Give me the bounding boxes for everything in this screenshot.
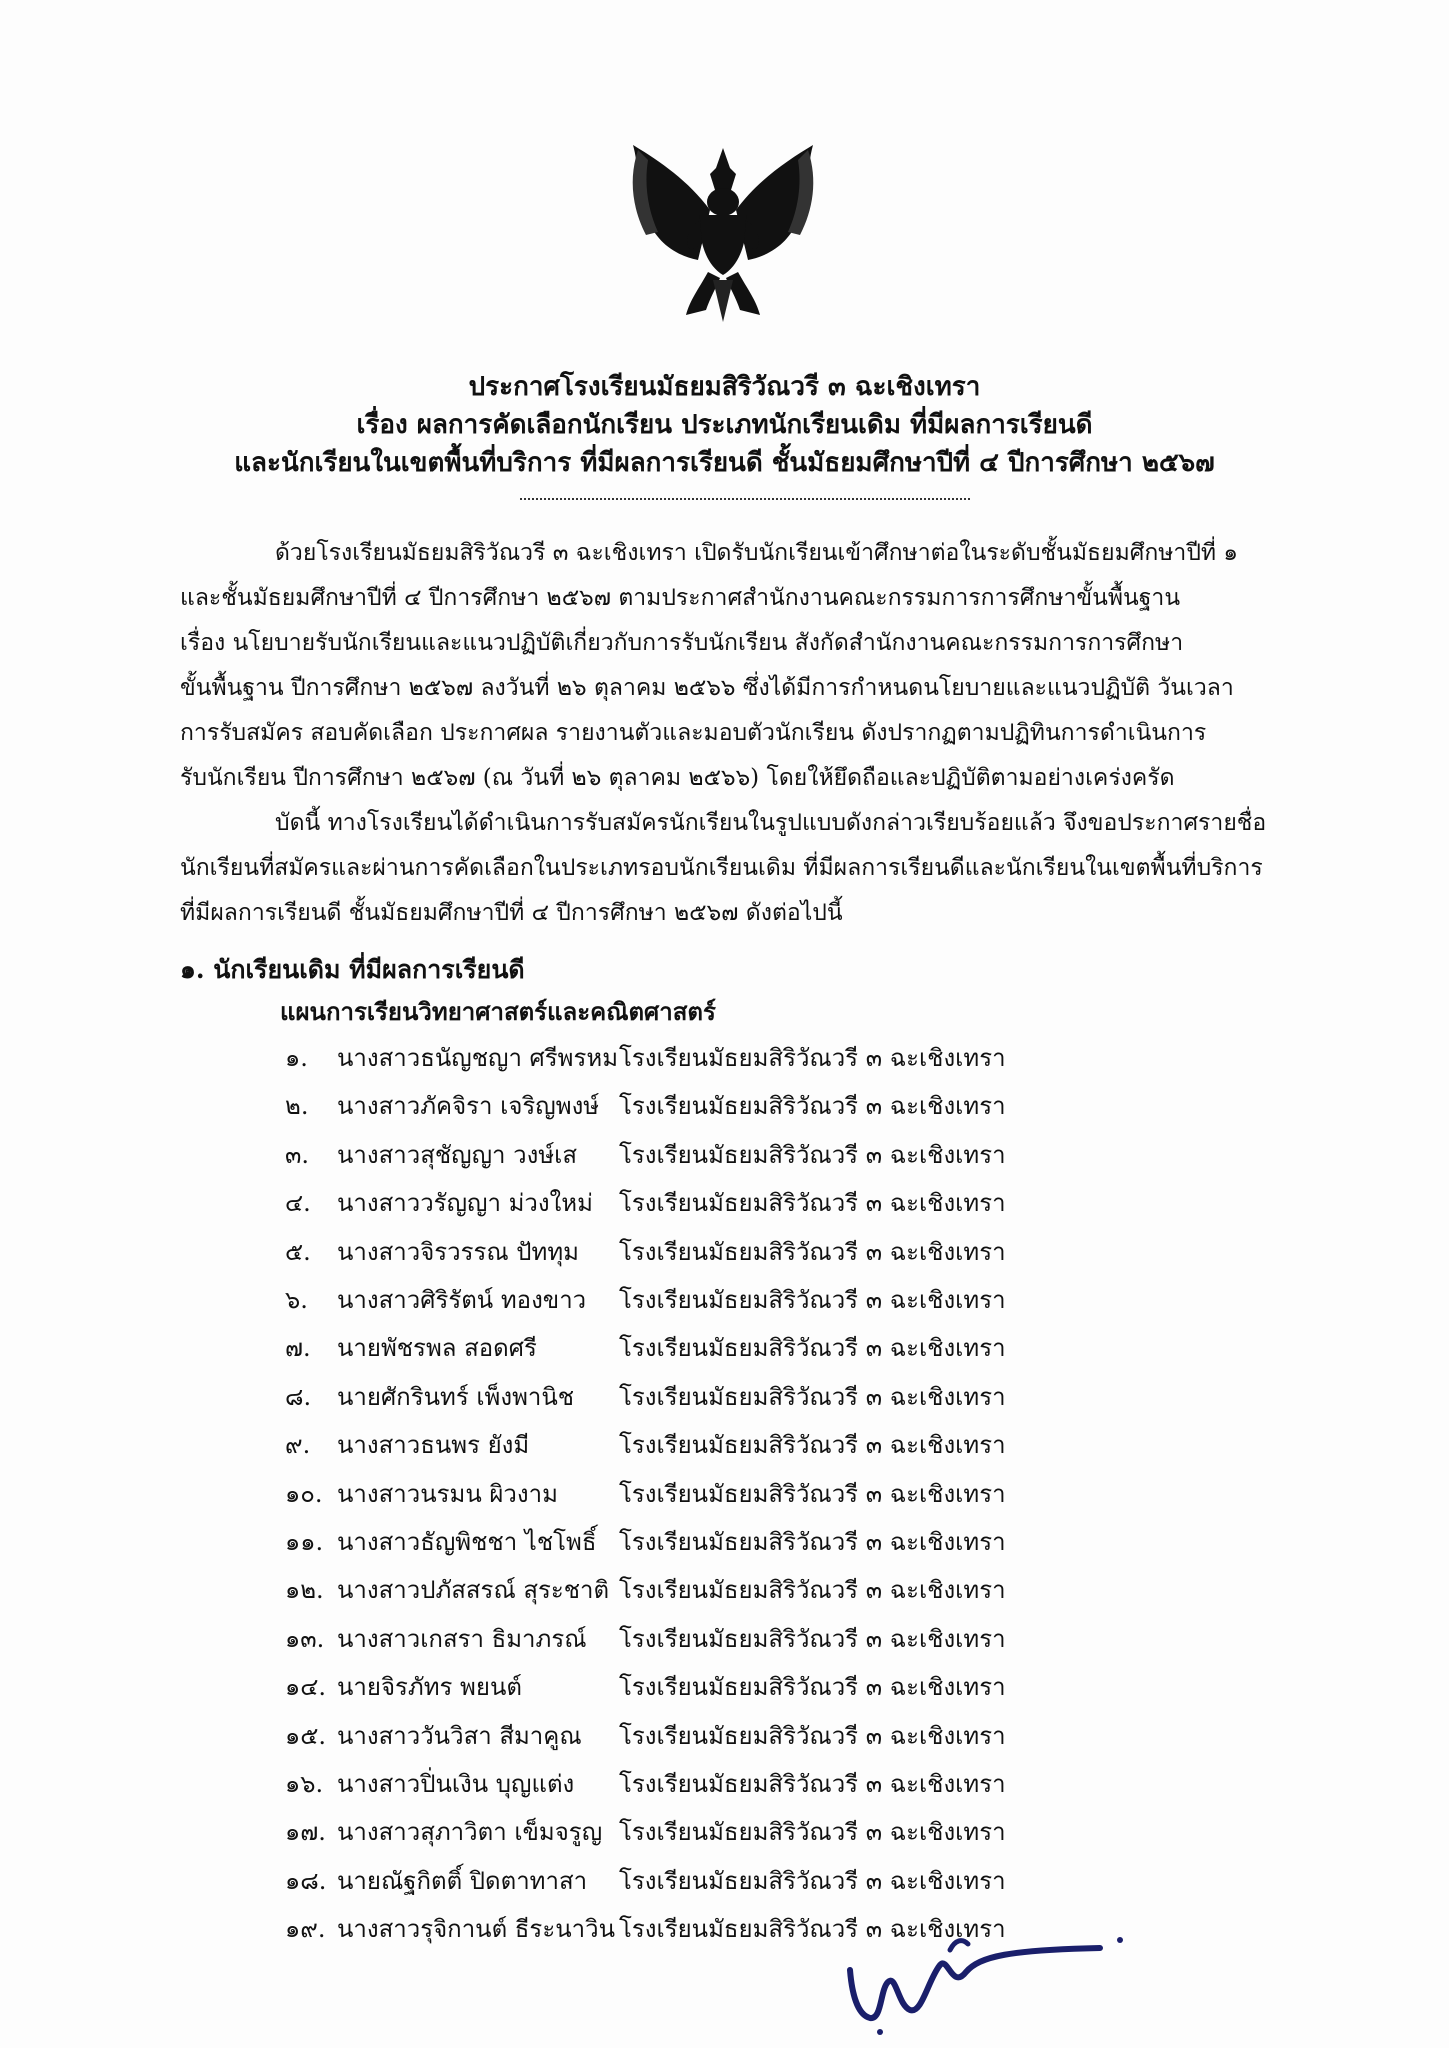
student-no: ๙. [285,1431,311,1460]
student-no: ๑๖. [285,1770,324,1798]
paragraph-line: ด้วยโรงเรียนมัธยมสิริวัณวรี ๓ ฉะเชิงเทรา เปิดรับนักเรียนเข้าศึกษาต่อในระดับชั้นมัธยมศึกษาปีที่ ๑ [275,540,1239,566]
student-school: โรงเรียนมัธยมสิริวัณวรี ๓ ฉะเชิงเทรา [619,1140,1006,1169]
student-no: ๑๘. [285,1866,327,1895]
student-school: โรงเรียนมัธยมสิริวัณวรี ๓ ฉะเชิงเทรา [619,1818,1006,1847]
student-name: นางสาวธนพร ยังมี [337,1431,530,1460]
student-name: นางสาวรุจิกานต์ ธีระนาวิน [337,1915,615,1944]
student-no: ๑๕. [285,1721,327,1750]
student-row [285,1522,1006,1562]
student-school: โรงเรียนมัธยมสิริวัณวรี ๓ ฉะเชิงเทรา [619,1576,1006,1605]
student-school: โรงเรียนมัธยมสิริวัณวรี ๓ ฉะเชิงเทรา [619,1673,1006,1702]
student-row [285,1183,1006,1223]
student-name: นางสาวเกสรา ธิมาภรณ์ [337,1624,587,1653]
dotted-divider [520,498,970,500]
student-school: โรงเรียนมัธยมสิริวัณวรี ๓ ฉะเชิงเทรา [619,1479,1006,1508]
paragraph-line: ขั้นพื้นฐาน ปีการศึกษา ๒๕๖๗ ลงวันที่ ๒๖ ตุลาคม ๒๕๖๖ ซึ่งได้มีการกำหนดนโยบายและแนวปฏิบัติ วันเวลา [180,675,1234,701]
student-row [285,1667,1006,1707]
section-heading: ๑. นักเรียนเดิม ที่มีผลการเรียนดี [180,955,525,984]
paragraph-line: การรับสมัคร สอบคัดเลือก ประกาศผล รายงานตัวและมอบตัวนักเรียน ดังปรากฏตามปฏิทินการดำเนินการ [180,720,1207,746]
student-row [285,1328,1006,1368]
student-school: โรงเรียนมัธยมสิริวัณวรี ๓ ฉะเชิงเทรา [619,1044,1006,1072]
student-no: ๓. [285,1140,310,1169]
student-school: โรงเรียนมัธยมสิริวัณวรี ๓ ฉะเชิงเทรา [619,1721,1006,1750]
student-row [285,1280,1006,1320]
student-no: ๑๐. [285,1479,323,1508]
student-name: นางสาววรัญญา ม่วงใหม่ [337,1189,593,1218]
study-plan-heading: แผนการเรียนวิทยาศาสตร์และคณิตศาสตร์ [280,997,716,1026]
student-school: โรงเรียนมัธยมสิริวัณวรี ๓ ฉะเชิงเทรา [619,1770,1006,1798]
student-school: โรงเรียนมัธยมสิริวัณวรี ๓ ฉะเชิงเทรา [619,1866,1006,1895]
student-name: นางสาวสุชัญญา วงษ์เส [337,1140,578,1169]
student-name: นางสาวปภัสสรณ์ สุระชาติ [337,1576,610,1605]
student-no: ๑๔. [285,1673,327,1702]
signature-icon [840,1910,1140,2040]
paragraph-line: บัดนี้ ทางโรงเรียนได้ดำเนินการรับสมัครนักเรียนในรูปแบบดังกล่าวเรียบร้อยแล้ว จึงขอประกาศรายชื่อ [275,810,1267,836]
student-row [285,1474,1006,1514]
student-name: นางสาวสุภาวิตา เข็มจรูญ [337,1818,603,1847]
student-row [285,1038,1006,1078]
student-school: โรงเรียนมัธยมสิริวัณวรี ๓ ฉะเชิงเทรา [619,1431,1006,1460]
student-name: นางสาวปิ่นเงิน บุญแต่ง [337,1770,575,1798]
paragraph-line: และชั้นมัธยมศึกษาปีที่ ๔ ปีการศึกษา ๒๕๖๗ ตามประกาศสำนักงานคณะกรรมการการศึกษาขั้นพื้นฐาน [180,585,1181,611]
announcement-subject: เรื่อง ผลการคัดเลือกนักเรียน ประเภทนักเรียนเดิม ที่มีผลการเรียนดี [356,410,1093,440]
student-row [285,1861,1006,1901]
student-school: โรงเรียนมัธยมสิริวัณวรี ๓ ฉะเชิงเทรา [619,1092,1006,1121]
student-row [285,1135,1006,1175]
student-row [285,1232,1006,1272]
student-no: ๖. [285,1286,308,1314]
paragraph-line: นักเรียนที่สมัครและผ่านการคัดเลือกในประเภทรอบนักเรียนเดิม ที่มีผลการเรียนดีและนักเรียนในเขตพื้นที่บริการ [180,855,1263,881]
student-name: นายพัชรพล สอดศรี [337,1334,537,1363]
student-name: นางสาวภัคจิรา เจริญพงษ์ [337,1092,600,1121]
student-no: ๑๙. [285,1915,326,1944]
student-school: โรงเรียนมัธยมสิริวัณวรี ๓ ฉะเชิงเทรา [619,1237,1006,1266]
student-name: นายณัฐกิตติ์ ปิดตาทาสา [337,1866,588,1895]
student-no: ๑. [285,1044,308,1072]
student-no: ๗. [285,1334,311,1363]
student-name: นางสาววันวิสา สีมาคูณ [337,1721,582,1750]
student-no: ๑๒. [285,1576,324,1605]
announcement-title: ประกาศโรงเรียนมัธยมสิริวัณวรี ๓ ฉะเชิงเทรา [468,372,981,402]
student-row [285,1764,1006,1804]
student-no: ๕. [285,1237,311,1266]
student-no: ๑๗. [285,1818,326,1847]
paragraph-line: เรื่อง นโยบายรับนักเรียนและแนวปฏิบัติเกี่ยวกับการรับนักเรียน สังกัดสำนักงานคณะกรรมการการศึกษา [180,630,1184,656]
paragraph-line: ที่มีผลการเรียนดี ชั้นมัธยมศึกษาปีที่ ๔ ปีการศึกษา ๒๕๖๗ ดังต่อไปนี้ [180,900,843,926]
student-school: โรงเรียนมัธยมสิริวัณวรี ๓ ฉะเชิงเทรา [619,1189,1006,1218]
garuda-emblem-icon [618,140,828,325]
student-no: ๑๑. [285,1528,324,1556]
student-name: นายจิรภัทร พยนต์ [337,1673,522,1702]
student-row [285,1619,1006,1659]
paragraph-line: รับนักเรียน ปีการศึกษา ๒๕๖๗ (ณ วันที่ ๒๖ ตุลาคม ๒๕๖๖) โดยให้ยึดถือและปฏิบัติตามอย่างเคร่งครัด [180,765,1175,791]
student-row [285,1086,1006,1126]
student-row [285,1812,1006,1852]
student-school: โรงเรียนมัธยมสิริวัณวรี ๓ ฉะเชิงเทรา [619,1624,1006,1653]
student-name: นางสาวศิริรัตน์ ทองขาว [337,1286,587,1314]
student-no: ๒. [285,1092,309,1121]
announcement-subject-cont: และนักเรียนในเขตพื้นที่บริการ ที่มีผลการเรียนดี ชั้นมัธยมศึกษาปีที่ ๔ ปีการศึกษา ๒๕๖๗ [234,448,1215,478]
student-school: โรงเรียนมัธยมสิริวัณวรี ๓ ฉะเชิงเทรา [619,1915,1006,1944]
student-no: ๘. [285,1382,312,1411]
student-school: โรงเรียนมัธยมสิริวัณวรี ๓ ฉะเชิงเทรา [619,1334,1006,1363]
student-school: โรงเรียนมัธยมสิริวัณวรี ๓ ฉะเชิงเทรา [619,1382,1006,1411]
student-school: โรงเรียนมัธยมสิริวัณวรี ๓ ฉะเชิงเทรา [619,1528,1006,1556]
student-row [285,1425,1006,1465]
student-school: โรงเรียนมัธยมสิริวัณวรี ๓ ฉะเชิงเทรา [619,1286,1006,1314]
student-no: ๑๓. [285,1624,325,1653]
student-name: นางสาวนรมน ผิวงาม [337,1479,558,1508]
student-row [285,1570,1006,1610]
student-name: นางสาวจิรวรรณ ปัททุม [337,1237,580,1266]
student-row [285,1716,1006,1756]
student-no: ๔. [285,1189,311,1218]
student-name: นายศักรินทร์ เพ็งพานิช [337,1382,575,1411]
student-name: นางสาวธัญพิชชา ไชโพธิ์ [337,1528,597,1556]
student-name: นางสาวธนัญชญา ศรีพรหม [337,1044,619,1072]
student-row [285,1377,1006,1417]
